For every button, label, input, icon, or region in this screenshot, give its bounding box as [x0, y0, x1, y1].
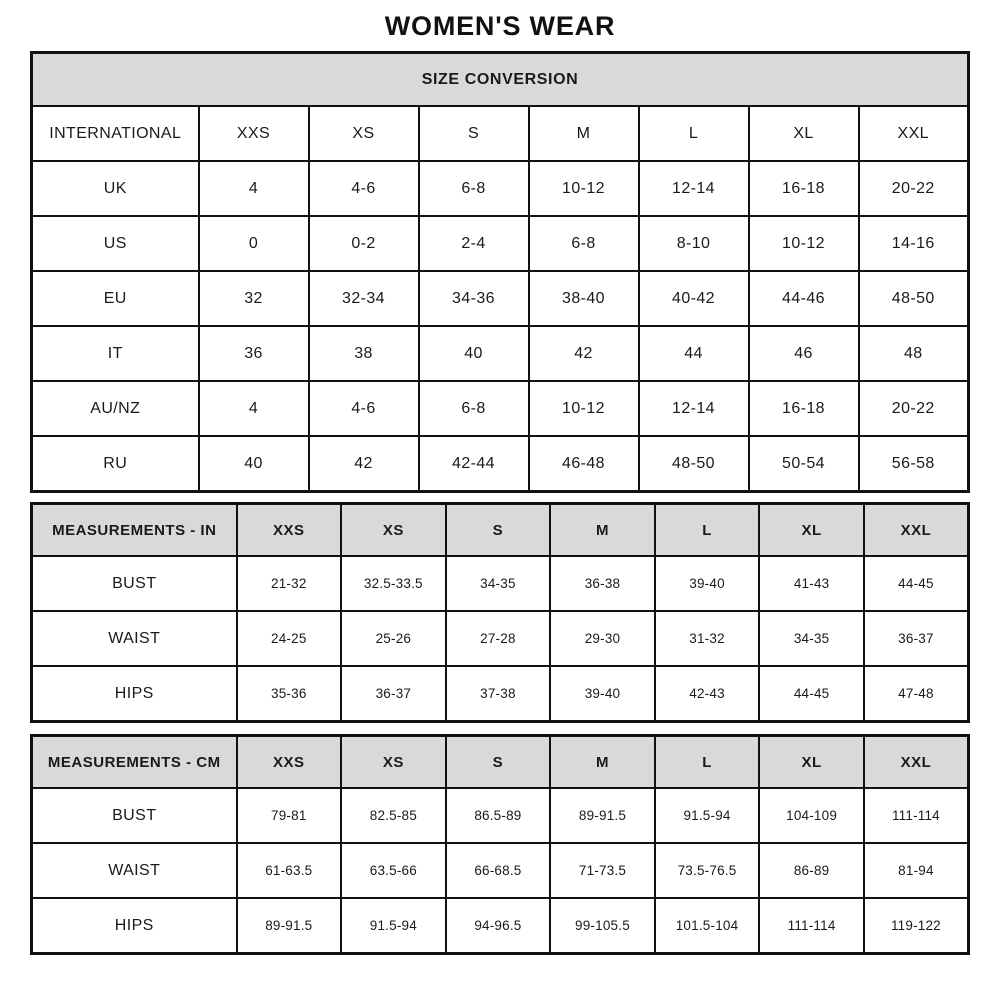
- measurements-cm-body: [32, 736, 969, 954]
- measurement-value: 47-48: [864, 666, 969, 722]
- size-conversion-row: [32, 436, 969, 492]
- size-value: 4: [199, 161, 309, 216]
- measurement-value: 32.5-33.5: [341, 556, 446, 611]
- measurements-in-table: [30, 502, 970, 723]
- size-column-header: L: [639, 106, 749, 161]
- measurement-value: 35-36: [237, 666, 342, 722]
- size-value: 48-50: [639, 436, 749, 492]
- size-value: 34-36: [419, 271, 529, 326]
- size-column-header: XL: [749, 106, 859, 161]
- measurement-value: 111-114: [864, 788, 969, 843]
- measurement-value: 36-38: [550, 556, 655, 611]
- measurement-value: 94-96.5: [446, 898, 551, 954]
- size-value: 40-42: [639, 271, 749, 326]
- size-conversion-banner-row: [32, 53, 969, 107]
- size-column-header: L: [655, 504, 760, 557]
- measurement-value: 27-28: [446, 611, 551, 666]
- measurement-value: 31-32: [655, 611, 760, 666]
- size-column-header: XXS: [237, 504, 342, 557]
- size-value: 4: [199, 381, 309, 436]
- size-conversion-row: [32, 216, 969, 271]
- size-value: 36: [199, 326, 309, 381]
- measurements-cm-row: [32, 898, 969, 954]
- measurement-label: WAIST: [32, 611, 237, 666]
- measurement-value: 63.5-66: [341, 843, 446, 898]
- size-column-header: XXL: [859, 106, 969, 161]
- size-value: 10-12: [529, 381, 639, 436]
- size-column-header: XXS: [199, 106, 309, 161]
- size-value: 48: [859, 326, 969, 381]
- size-column-header: XXS: [237, 736, 342, 789]
- measurement-value: 79-81: [237, 788, 342, 843]
- region-label: IT: [32, 326, 199, 381]
- size-column-header: XXL: [864, 736, 969, 789]
- region-label: UK: [32, 161, 199, 216]
- measurement-value: 61-63.5: [237, 843, 342, 898]
- measurements-in-body: [32, 504, 969, 722]
- measurements-header: MEASUREMENTS - CM: [32, 736, 237, 789]
- measurement-value: 91.5-94: [341, 898, 446, 954]
- size-value: 2-4: [419, 216, 529, 271]
- measurement-value: 82.5-85: [341, 788, 446, 843]
- size-value: 32-34: [309, 271, 419, 326]
- size-column-header: L: [655, 736, 760, 789]
- size-column-header: M: [550, 736, 655, 789]
- region-label: RU: [32, 436, 199, 492]
- measurement-value: 119-122: [864, 898, 969, 954]
- measurement-value: 21-32: [237, 556, 342, 611]
- size-value: 46-48: [529, 436, 639, 492]
- measurement-value: 104-109: [759, 788, 864, 843]
- size-column-header: S: [446, 504, 551, 557]
- measurement-value: 37-38: [446, 666, 551, 722]
- size-conversion-row: [32, 326, 969, 381]
- size-value: 48-50: [859, 271, 969, 326]
- size-value: 42: [309, 436, 419, 492]
- size-conversion-table: [30, 51, 970, 493]
- size-column-header: M: [529, 106, 639, 161]
- size-column-header: XS: [341, 736, 446, 789]
- measurement-value: 29-30: [550, 611, 655, 666]
- measurement-value: 34-35: [759, 611, 864, 666]
- measurement-value: 86.5-89: [446, 788, 551, 843]
- size-value: 16-18: [749, 381, 859, 436]
- size-value: 32: [199, 271, 309, 326]
- measurement-value: 42-43: [655, 666, 760, 722]
- measurement-value: 89-91.5: [550, 788, 655, 843]
- measurements-cm-table: [30, 734, 970, 955]
- size-value: 0-2: [309, 216, 419, 271]
- size-value: 38: [309, 326, 419, 381]
- measurements-cm-row: [32, 843, 969, 898]
- measurement-label: BUST: [32, 788, 237, 843]
- size-value: 14-16: [859, 216, 969, 271]
- measurement-label: BUST: [32, 556, 237, 611]
- size-column-header: INTERNATIONAL: [32, 106, 199, 161]
- size-column-header: XXL: [864, 504, 969, 557]
- measurements-in-row: [32, 556, 969, 611]
- measurement-value: 39-40: [655, 556, 760, 611]
- measurement-value: 44-45: [864, 556, 969, 611]
- size-value: 20-22: [859, 381, 969, 436]
- measurement-value: 71-73.5: [550, 843, 655, 898]
- measurement-value: 41-43: [759, 556, 864, 611]
- measurement-value: 101.5-104: [655, 898, 760, 954]
- measurement-value: 89-91.5: [237, 898, 342, 954]
- size-value: 42: [529, 326, 639, 381]
- size-value: 20-22: [859, 161, 969, 216]
- size-value: 12-14: [639, 161, 749, 216]
- size-value: 4-6: [309, 161, 419, 216]
- size-value: 6-8: [419, 161, 529, 216]
- size-value: 12-14: [639, 381, 749, 436]
- measurement-value: 99-105.5: [550, 898, 655, 954]
- size-value: 38-40: [529, 271, 639, 326]
- size-column-header: XS: [341, 504, 446, 557]
- measurement-label: HIPS: [32, 666, 237, 722]
- size-column-header: XL: [759, 504, 864, 557]
- size-value: 6-8: [529, 216, 639, 271]
- size-conversion-row: [32, 161, 969, 216]
- measurement-value: 24-25: [237, 611, 342, 666]
- size-conversion-body: [32, 53, 969, 492]
- region-label: EU: [32, 271, 199, 326]
- measurement-value: 39-40: [550, 666, 655, 722]
- measurement-value: 25-26: [341, 611, 446, 666]
- measurement-value: 36-37: [341, 666, 446, 722]
- measurement-value: 73.5-76.5: [655, 843, 760, 898]
- size-column-header: S: [419, 106, 529, 161]
- measurement-value: 34-35: [446, 556, 551, 611]
- measurement-value: 86-89: [759, 843, 864, 898]
- page-title: WOMEN'S WEAR: [384, 11, 616, 41]
- size-value: 42-44: [419, 436, 529, 492]
- measurement-label: HIPS: [32, 898, 237, 954]
- measurements-in-row: [32, 666, 969, 722]
- size-column-header: S: [446, 736, 551, 789]
- size-conversion-row: [32, 271, 969, 326]
- measurements-in-row: [32, 611, 969, 666]
- size-value: 0: [199, 216, 309, 271]
- size-value: 56-58: [859, 436, 969, 492]
- size-value: 4-6: [309, 381, 419, 436]
- size-conversion-columns-row: [32, 106, 969, 161]
- size-value: 46: [749, 326, 859, 381]
- size-conversion-banner: SIZE CONVERSION: [32, 53, 969, 107]
- measurement-value: 91.5-94: [655, 788, 760, 843]
- measurements-cm-row: [32, 788, 969, 843]
- region-label: AU/NZ: [32, 381, 199, 436]
- size-column-header: XS: [309, 106, 419, 161]
- measurements-in-header-row: [32, 504, 969, 557]
- size-value: 44: [639, 326, 749, 381]
- size-conversion-row: [32, 381, 969, 436]
- size-value: 10-12: [529, 161, 639, 216]
- measurements-header: MEASUREMENTS - IN: [32, 504, 237, 557]
- size-value: 40: [419, 326, 529, 381]
- region-label: US: [32, 216, 199, 271]
- size-value: 16-18: [749, 161, 859, 216]
- measurement-value: 36-37: [864, 611, 969, 666]
- measurement-value: 111-114: [759, 898, 864, 954]
- size-column-header: XL: [759, 736, 864, 789]
- measurement-value: 44-45: [759, 666, 864, 722]
- measurement-label: WAIST: [32, 843, 237, 898]
- size-value: 6-8: [419, 381, 529, 436]
- size-value: 10-12: [749, 216, 859, 271]
- size-value: 40: [199, 436, 309, 492]
- size-value: 8-10: [639, 216, 749, 271]
- measurement-value: 81-94: [864, 843, 969, 898]
- measurement-value: 66-68.5: [446, 843, 551, 898]
- measurements-cm-header-row: [32, 736, 969, 789]
- size-value: 50-54: [749, 436, 859, 492]
- size-value: 44-46: [749, 271, 859, 326]
- size-column-header: M: [550, 504, 655, 557]
